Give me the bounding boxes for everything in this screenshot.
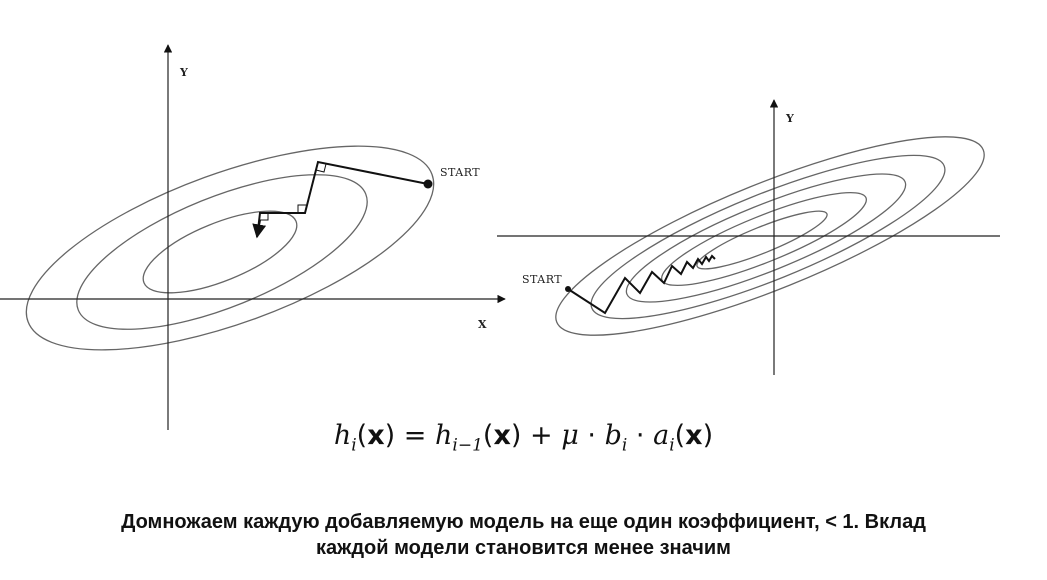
left-contour-middle <box>58 143 387 361</box>
right-contour-2 <box>576 126 961 348</box>
left-start-label: START <box>440 166 481 179</box>
caption-line-2: каждой модели становится менее значим <box>316 537 731 559</box>
caption <box>0 509 1047 561</box>
left-y-axis-label: Y <box>180 66 188 79</box>
left-contour-inner <box>133 194 307 309</box>
right-diagram <box>497 100 1003 375</box>
right-start-point <box>565 286 571 292</box>
right-start-label: START <box>522 273 563 286</box>
left-x-axis-label: X <box>478 318 487 331</box>
left-contours <box>2 104 457 392</box>
left-right-angle-marker-3 <box>260 213 268 220</box>
left-descent-path <box>258 162 428 230</box>
update-formula: $h_i(x) = h_{i-1}(x) + \mu \cdot b_i \cdot a_i(x)$ <box>333 420 714 456</box>
left-contour-outer <box>2 104 457 392</box>
right-contour-3 <box>615 151 918 325</box>
right-y-axis-label: Y <box>786 112 794 125</box>
left-diagram <box>0 45 505 430</box>
caption-line-1: Домножаем каждую добавляемую модель на еще один коэффициент, < 1. Вклад <box>121 511 926 533</box>
left-start-point <box>424 180 433 189</box>
